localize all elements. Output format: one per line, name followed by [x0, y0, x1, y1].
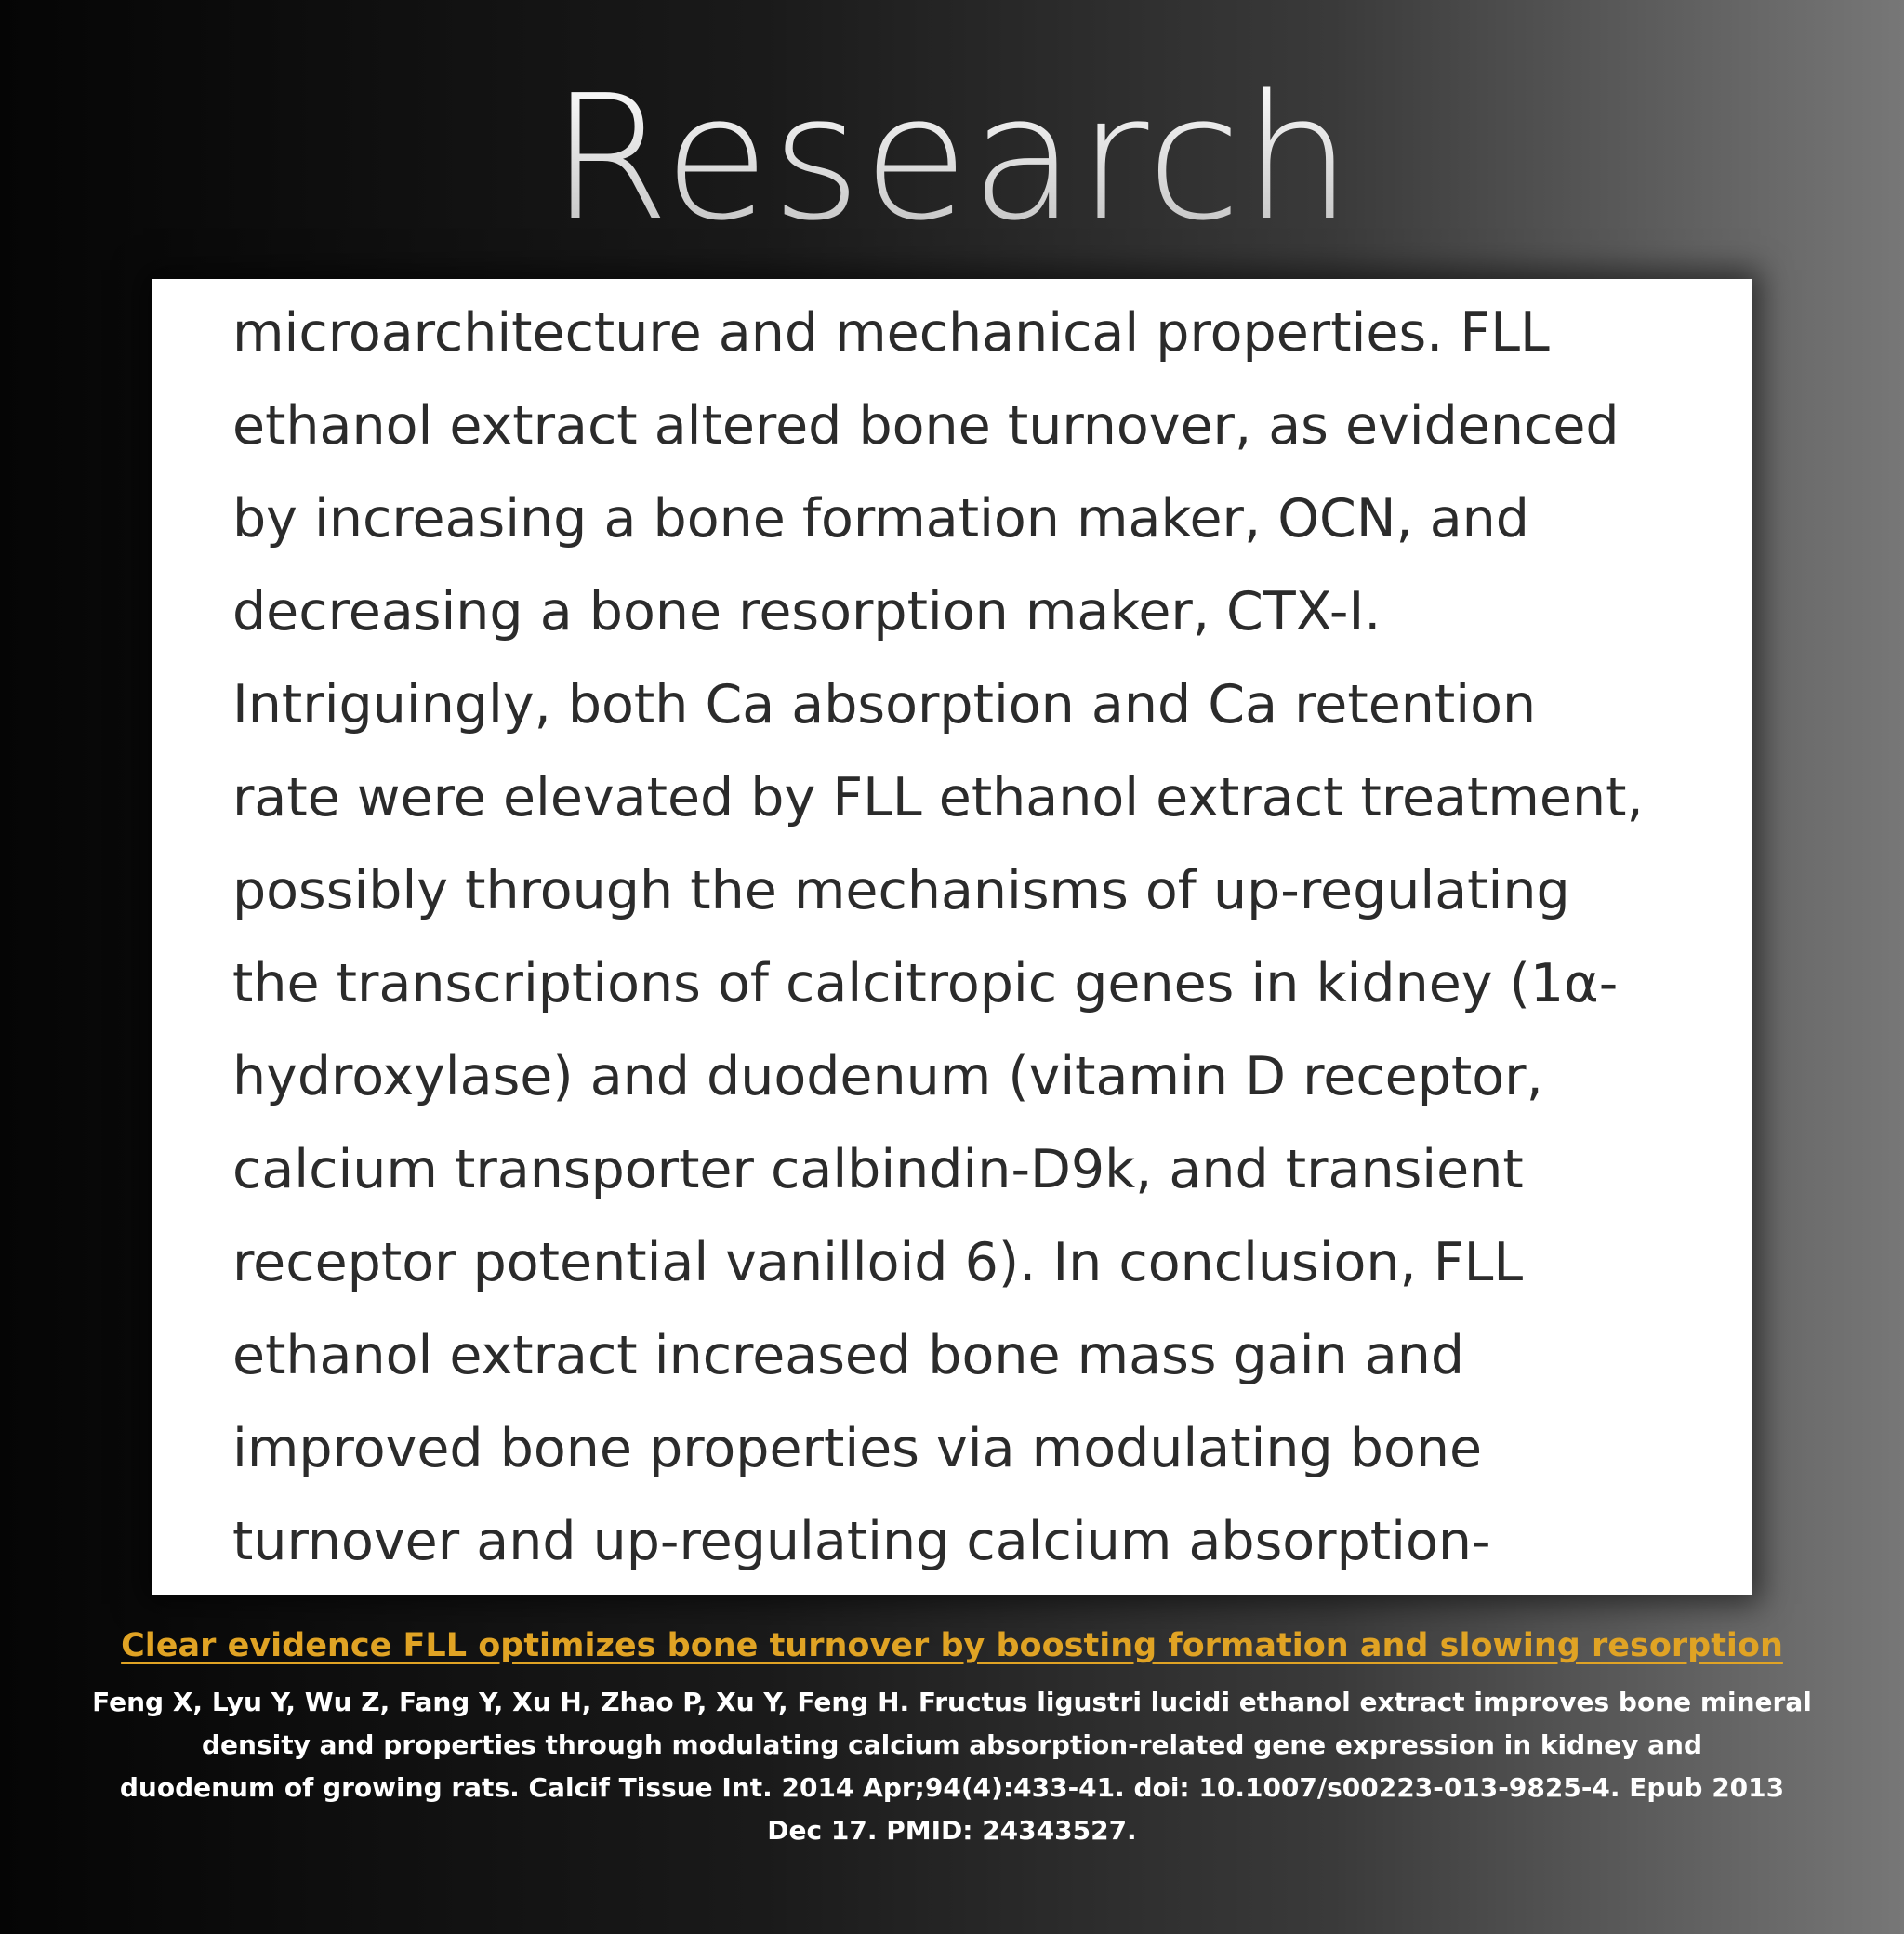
excerpt-line: calcium transporter calbindin-D9k, and transient: [232, 1139, 1524, 1200]
excerpt-card: [152, 279, 1752, 1595]
excerpt-line: Intriguingly, both Ca absorption and Ca retention: [232, 674, 1537, 735]
excerpt-line: rate were elevated by FLL ethanol extract treatment,: [232, 767, 1644, 828]
excerpt-line: by increasing a bone formation maker, OCN, and: [232, 488, 1529, 550]
excerpt-text: [232, 286, 1724, 1588]
headline-link[interactable]: Clear evidence FLL optimizes bone turnover by boosting formation and slowing resorption: [121, 1627, 1783, 1664]
citation-line: Feng X, Lyu Y, Wu Z, Fang Y, Xu H, Zhao P, Xu Y, Feng H. Fructus ligustri lucidi ethanol extract improves bone mineral: [92, 1687, 1812, 1717]
excerpt-line: ethanol extract increased bone mass gain and: [232, 1325, 1465, 1386]
citation: [84, 1681, 1820, 1852]
citation-line: duodenum of growing rats. Calcif Tissue Int. 2014 Apr;94(4):433-41. doi: 10.1007/s00223-013-9825-4. Epub 2013: [119, 1772, 1785, 1803]
excerpt-line: possibly through the mechanisms of up-regulating: [232, 860, 1570, 921]
excerpt-line: improved bone properties via modulating bone: [232, 1418, 1483, 1479]
excerpt-line: the transcriptions of calcitropic genes in kidney (1α-: [232, 953, 1619, 1014]
citation-line: density and properties through modulating calcium absorption-related gene expression in kidney and: [201, 1729, 1702, 1760]
excerpt-line: receptor potential vanilloid 6). In conclusion, FLL: [232, 1232, 1524, 1293]
headline: [0, 1623, 1904, 1669]
excerpt-line: hydroxylase) and duodenum (vitamin D receptor,: [232, 1046, 1543, 1107]
excerpt-line: microarchitecture and mechanical properties. FLL: [232, 302, 1550, 364]
page-title: Research: [0, 65, 1904, 251]
citation-line: Dec 17. PMID: 24343527.: [767, 1815, 1137, 1846]
excerpt-line: decreasing a bone resorption maker, CTX-I.: [232, 581, 1382, 642]
excerpt-line: ethanol extract altered bone turnover, as evidenced: [232, 395, 1620, 457]
excerpt-line: turnover and up-regulating calcium absorption-: [232, 1511, 1491, 1572]
